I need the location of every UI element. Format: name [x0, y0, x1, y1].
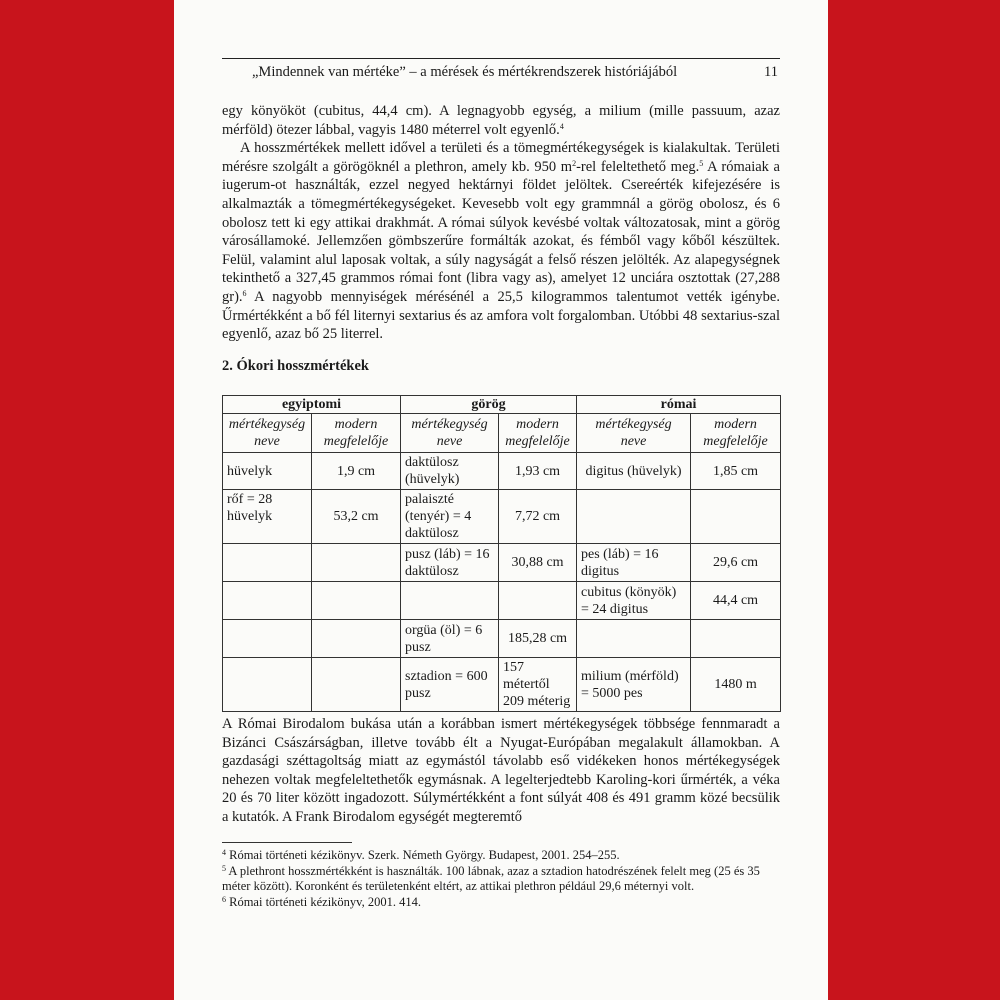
paragraph-2 — [222, 139, 780, 344]
book-page — [174, 0, 828, 1000]
table-cell — [691, 490, 781, 544]
group-header-roman: római — [577, 396, 781, 414]
paragraph-2-text-d: A nagyobb mennyiségek mérésénél a 25,5 kilogrammos talentumot vették igénybe. Űrmértékként a bő fél liternyi sextarius és az amfora volt forgalomban. Utóbbi 48 sextarius-szal egyenlő, azaz bő 25 literrel. — [222, 288, 780, 343]
table-cell: palaiszté (tenyér) = 4 daktülosz — [401, 490, 499, 544]
column-header: modern megfelelője — [499, 414, 577, 453]
table-cell: 29,6 cm — [691, 544, 781, 582]
footnote-number: 6 — [222, 894, 226, 904]
table-cell: 1480 m — [691, 658, 781, 712]
footnote-6 — [222, 895, 780, 911]
paragraph-1 — [222, 102, 780, 139]
footnote-5 — [222, 864, 780, 895]
table-cell — [401, 582, 499, 620]
table-cell: 30,88 cm — [499, 544, 577, 582]
superscript-2: 2 — [572, 158, 577, 168]
table-cell: hüvelyk — [223, 453, 312, 490]
table-cell — [223, 620, 312, 658]
table-cell — [691, 620, 781, 658]
group-header-egyptian: egyiptomi — [223, 396, 401, 414]
table-subheader-row — [223, 414, 781, 453]
table-row — [223, 453, 781, 490]
table-cell: daktülosz (hüvelyk) — [401, 453, 499, 490]
table-cell: 157 métertől 209 méterig — [499, 658, 577, 712]
table-cell — [577, 490, 691, 544]
table-cell — [223, 544, 312, 582]
paragraph-2-text-c: A rómaiak a iugerum-ot használták, ezzel negyed hektárnyi földet jelöltek. Csereérték kifejezésére is alkalmazták a tömegmértékegységeket. Kevesebb volt egy grammnál a görög obolosz, és 6 obolosz tett ki egy attikai drakhmát. A római súlyok kevésbé voltak változatosak, mint a görög városállamoké. Jellemzően gömbszerűre formálták azokat, és fémből vagy kőből készültek. Felül, valamint alul laposak voltak, a súly nagyságát a felső részen jelölték. Az alapegységnek tekinthető a 327,45 grammos római font (libra vagy as), amelyet 12 unciára osztottak (27,288 gr). — [222, 158, 780, 305]
table-row — [223, 620, 781, 658]
group-header-greek: görög — [401, 396, 577, 414]
table-cell — [312, 620, 401, 658]
table-cell: 1,85 cm — [691, 453, 781, 490]
table-row — [223, 544, 781, 582]
section-title: 2. Ókori hosszmértékek — [222, 358, 369, 374]
footnote-divider — [222, 842, 352, 843]
table-cell — [312, 658, 401, 712]
column-header: modern megfelelője — [312, 414, 401, 453]
table-cell: 1,9 cm — [312, 453, 401, 490]
table-cell — [223, 658, 312, 712]
table-cell: 185,28 cm — [499, 620, 577, 658]
running-header — [222, 58, 780, 81]
footnote-text: A plethront hosszmértékként is használták. 100 lábnak, azaz a sztadion hatodrészének felelt meg (25 és 35 méter között). Koronként és területenként eltért, az attikai plethron például 29,6 méternyi volt. — [222, 863, 760, 894]
footnotes — [222, 848, 780, 910]
page-number: 11 — [764, 64, 778, 80]
table-row — [223, 582, 781, 620]
table-cell: digitus (hüvelyk) — [577, 453, 691, 490]
section-heading-wrap — [222, 357, 780, 376]
table-cell — [312, 582, 401, 620]
paragraph-2-text-b: -rel feleltethető meg. — [576, 158, 700, 175]
table-cell — [223, 582, 312, 620]
paragraph-1-text: egy könyököt (cubitus, 44,4 cm). A legnagyobb egység, a milium (mille passuum, azaz mérföld) ötezer lábbal, vagyis 1480 méterrel volt egyenlő. — [222, 103, 780, 138]
table-cell: cubitus (könyök) = 24 digitus — [577, 582, 691, 620]
table-cell: orgüa (öl) = 6 pusz — [401, 620, 499, 658]
footnote-text: Római történeti kézikönyv, 2001. 414. — [226, 894, 421, 909]
footnote-4 — [222, 848, 780, 864]
table-cell: 1,93 cm — [499, 453, 577, 490]
table-cell — [577, 620, 691, 658]
table-cell: sztadion = 600 pusz — [401, 658, 499, 712]
table-cell: pes (láb) = 16 digitus — [577, 544, 691, 582]
table-cell — [499, 582, 577, 620]
table-cell: milium (mérföld) = 5000 pes — [577, 658, 691, 712]
table-group-header-row — [223, 396, 781, 414]
paragraph-3: A Római Birodalom bukása után a korábban ismert mértékegységek többsége fennmaradt a Bizánci Császárságban, illetve tovább élt a Nyugat-Európában megalakult államokban. A gazdasági széttagoltság miatt az egymástól távolabb eső vidékeken honos mértékegységek nehezen voltak megfeleltethetők egymásnak. A legelterjedtebb Karoling-kori űrmérték, a véka 20 és 70 liter között ingadozott. Súlymértékként a font súlyát 408 és 491 gramm közé becsülik a kutatók. A Frank Birodalom egységét megteremtő — [222, 716, 780, 825]
column-header: mértékegység neve — [577, 414, 691, 453]
body-text-bottom — [222, 715, 780, 827]
footnote-ref-6: 6 — [242, 288, 247, 298]
body-text-top — [222, 102, 780, 344]
table-cell: rőf = 28 hüvelyk — [223, 490, 312, 544]
table-cell: pusz (láb) = 16 daktülosz — [401, 544, 499, 582]
table-cell: 53,2 cm — [312, 490, 401, 544]
footnote-ref-5: 5 — [699, 158, 704, 168]
length-units-table-wrap — [222, 395, 780, 712]
footnote-number: 4 — [222, 848, 226, 857]
table-cell: 7,72 cm — [499, 490, 577, 544]
table-row — [223, 490, 781, 544]
paragraph-2-text-a: A hosszmértékek mellett idővel a területi és a tömegmértékegységek is kialakultak. Területi mérésre szolgált a görögöknél a plethron, amely kb. 950 m — [222, 140, 780, 175]
footnote-text: Római történeti kézikönyv. Szerk. Németh György. Budapest, 2001. 254–255. — [226, 848, 620, 862]
column-header: mértékegység neve — [401, 414, 499, 453]
table-row — [223, 658, 781, 712]
length-units-table — [222, 395, 781, 712]
table-cell — [312, 544, 401, 582]
footnote-ref-4: 4 — [559, 121, 564, 131]
column-header: modern megfelelője — [691, 414, 781, 453]
table-cell: 44,4 cm — [691, 582, 781, 620]
column-header: mértékegység neve — [223, 414, 312, 453]
footnote-number: 5 — [222, 863, 226, 873]
running-title: „Mindennek van mértéke” – a mérések és mértékrendszerek históriájából — [252, 64, 678, 80]
